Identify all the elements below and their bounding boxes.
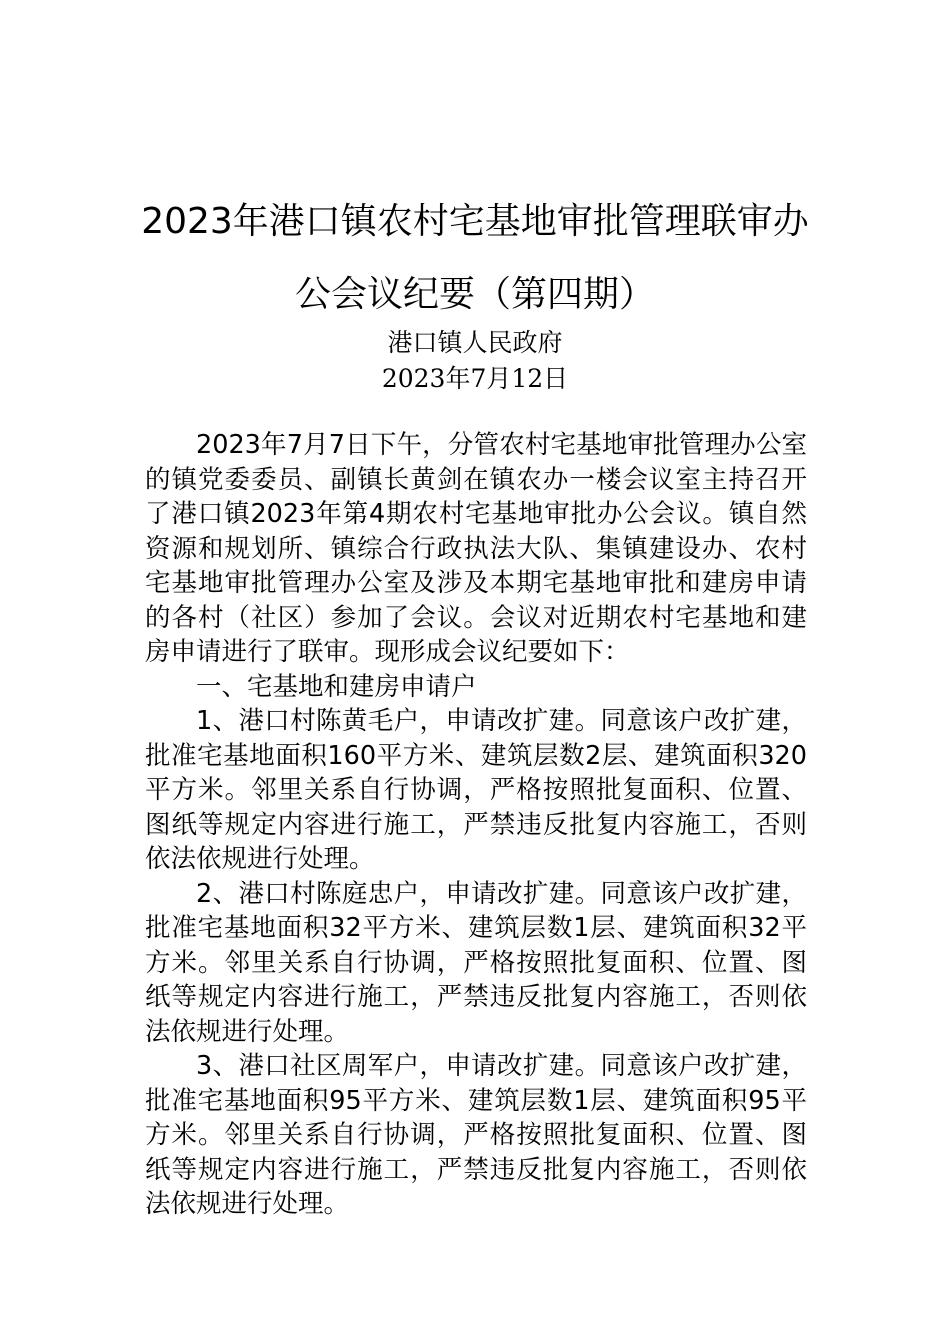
intro-paragraph: 2023年7月7日下午，分管农村宅基地审批管理办公室的镇党委委员、副镇长黄剑在镇农办一楼会议室主持召开了港口镇2023年第4期农村宅基地审批办公会议。镇自然资源和规划所、镇综合行政执法大队、集镇建设办、农村宅基地审批管理办公室及涉及本期宅基地审批和建房申请的各村（社区）参加了会议。会议对近期农村宅基地和建房申请进行了联审。现形成会议纪要如下： bbox=[145, 430, 807, 667]
issue-date: 2023年7月12日 bbox=[381, 364, 569, 393]
issuing-organization: 港口镇人民政府 bbox=[387, 328, 563, 357]
application-item-3: 3、港口社区周军户，申请改扩建。同意该户改扩建，批准宅基地面积95平方米、建筑层数1层、建筑面积95平方米。邻里关系自行协调，严格按照批复面积、位置、图纸等规定内容进行施工，严禁违反批复内容施工，否则依法依规进行处理。 bbox=[145, 1051, 807, 1219]
document-title-line-2: 公会议纪要（第四期） bbox=[294, 274, 655, 315]
document-title-line-1: 2023年港口镇农村宅基地审批管理联审办 bbox=[141, 201, 809, 242]
section-heading: 一、宅基地和建房申请户 bbox=[196, 671, 477, 702]
application-item-2: 2、港口村陈庭忠户，申请改扩建。同意该户改扩建，批准宅基地面积32平方米、建筑层数1层、建筑面积32平方米。邻里关系自行协调，严格按照批复面积、位置、图纸等规定内容进行施工，严禁违反批复内容施工，否则依法依规进行处理。 bbox=[145, 878, 807, 1047]
application-item-1: 1、港口村陈黄毛户，申请改扩建。同意该户改扩建，批准宅基地面积160平方米、建筑层数2层、建筑面积320平方米。邻里关系自行协调，严格按照批复面积、位置、图纸等规定内容进行施工，严禁违反批复内容施工，否则依法依规进行处理。 bbox=[145, 706, 807, 874]
document-body bbox=[145, 428, 807, 1222]
